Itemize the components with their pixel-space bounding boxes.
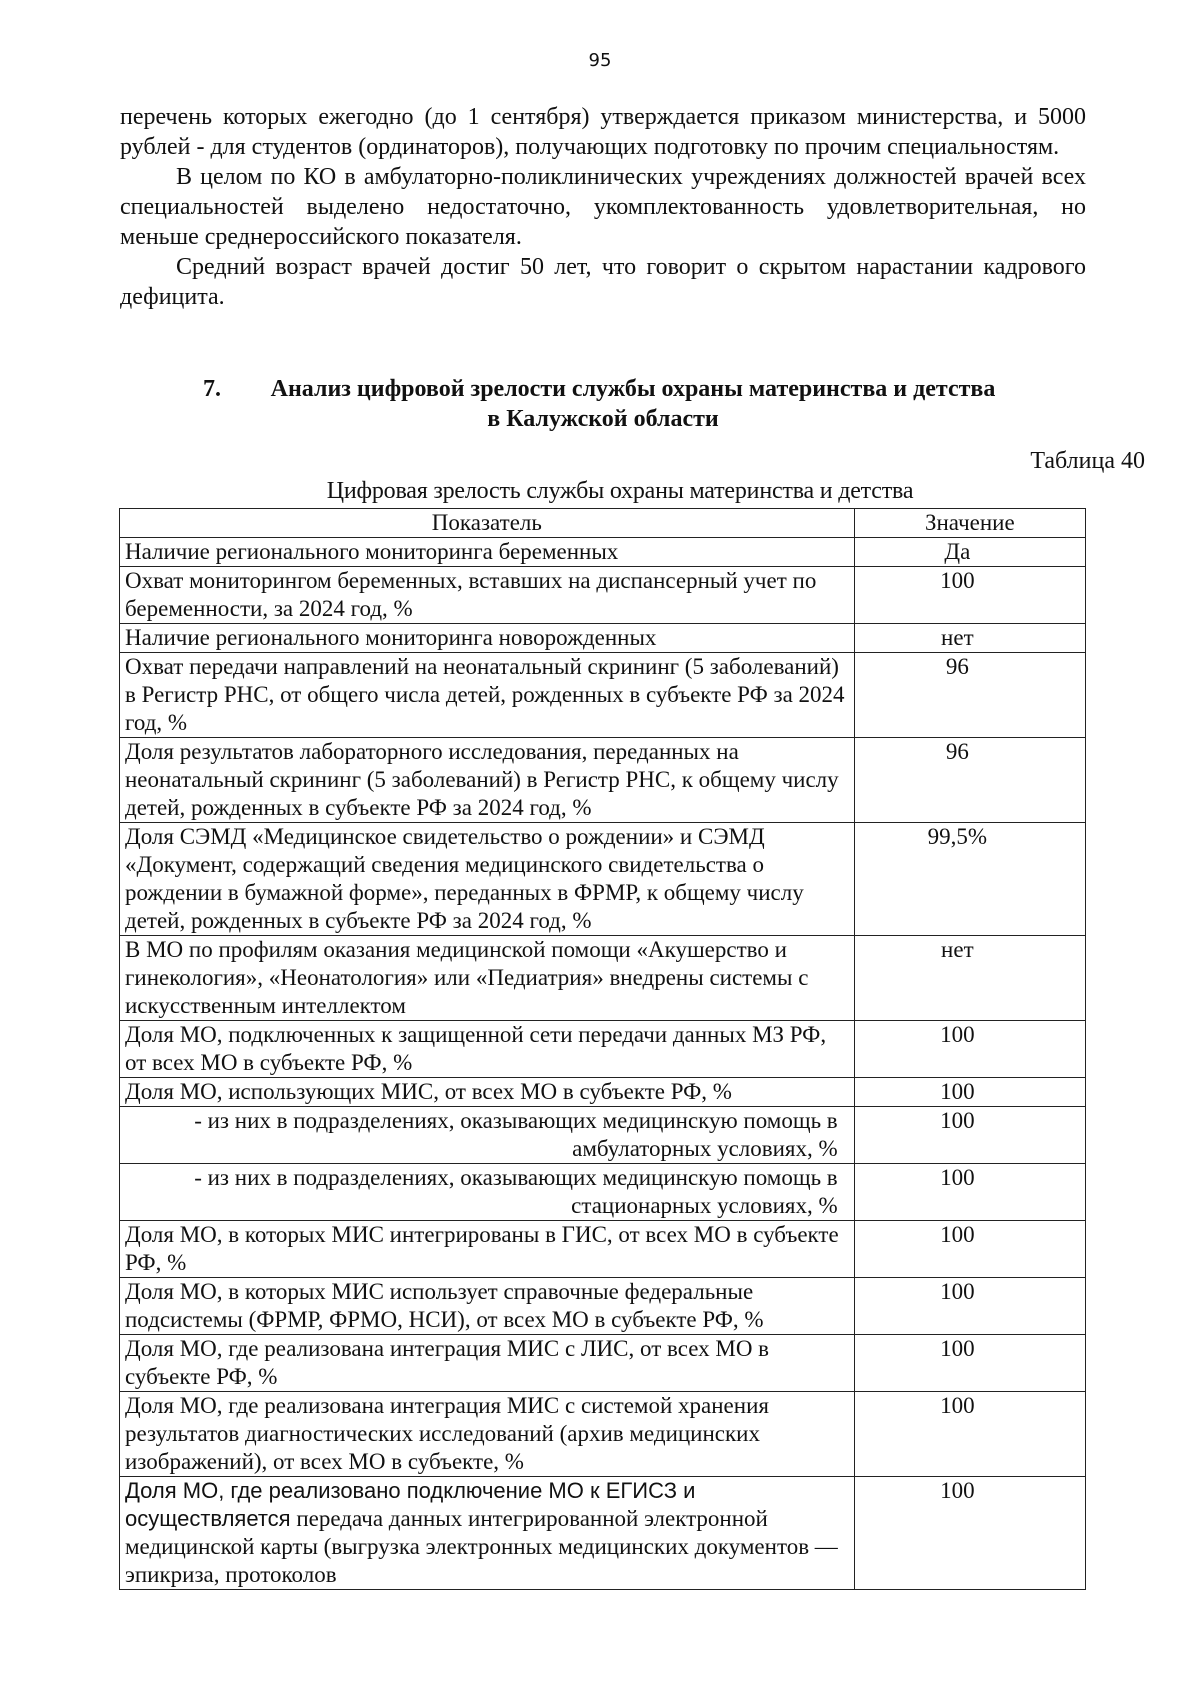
indicator-name: Доля МО, использующих МИС, от всех МО в субъекте РФ, % (120, 1078, 855, 1107)
table-label: Таблица 40 (1030, 448, 1145, 474)
indicator-value: 100 (854, 1164, 1085, 1221)
table-row (120, 1078, 1086, 1107)
table-row (120, 1221, 1086, 1278)
section-title-line: в Калужской области (487, 406, 719, 432)
table-row (120, 1107, 1086, 1164)
table-caption: Цифровая зрелость службы охраны материнства и детства (326, 478, 914, 504)
indicator-name: - из них в подразделениях, оказывающих медицинскую помощь в амбулаторных условиях, % (120, 1107, 855, 1164)
table-row (120, 1021, 1086, 1078)
table-row (120, 1278, 1086, 1335)
page-number: 95 (588, 50, 612, 71)
indicator-value: 96 (854, 653, 1085, 738)
table-row (120, 538, 1086, 567)
section-title-line: Анализ цифровой зрелости службы охраны материнства и детства (270, 376, 996, 402)
indicator-value: нет (854, 624, 1085, 653)
indicator-value: 100 (854, 1278, 1085, 1335)
table-row (120, 624, 1086, 653)
indicator-name: Доля МО, где реализована интеграция МИС с ЛИС, от всех МО в субъекте РФ, % (120, 1335, 855, 1392)
column-header: Показатель (120, 509, 855, 538)
table-row (120, 1392, 1086, 1477)
section-number: 7. (203, 376, 221, 402)
indicator-value: нет (854, 936, 1085, 1021)
indicator-name: Доля МО, где реализована интеграция МИС с системой хранения результатов диагностических исследований (архив медицинских изображений), от всех МО в субъекте, % (120, 1392, 855, 1477)
indicator-name: Доля результатов лабораторного исследования, переданных на неонатальный скрининг (5 заболеваний) в Регистр РНС, к общему числу детей, рожденных в субъекте РФ за 2024 год, % (120, 738, 855, 823)
indicator-name: В МО по профилям оказания медицинской помощи «Акушерство и гинекология», «Неонатология» или «Педиатрия» внедрены системы с искусственным интеллектом (120, 936, 855, 1021)
indicator-name: Охват передачи направлений на неонатальный скрининг (5 заболеваний) в Регистр РНС, от общего числа детей, рожденных в субъекте РФ за 2024 год, % (120, 653, 855, 738)
table-row (120, 1164, 1086, 1221)
table-row (120, 738, 1086, 823)
indicator-name (120, 1477, 855, 1590)
indicator-value: 100 (854, 1078, 1085, 1107)
table-row (120, 823, 1086, 936)
table-row (120, 936, 1086, 1021)
indicator-name: Доля МО, в которых МИС интегрированы в ГИС, от всех МО в субъекте РФ, % (120, 1221, 855, 1278)
indicator-name: Наличие регионального мониторинга беременных (120, 538, 855, 567)
table-row (120, 653, 1086, 738)
column-header: Значение (854, 509, 1085, 538)
indicator-name: Доля МО, в которых МИС использует справочные федеральные подсистемы (ФРМР, ФРМО, НСИ), от всех МО в субъекте РФ, % (120, 1278, 855, 1335)
indicator-value: 100 (854, 1392, 1085, 1477)
table-row (120, 567, 1086, 624)
table-header-row (120, 509, 1086, 538)
indicator-name: Охват мониторингом беременных, вставших на диспансерный учет по беременности, за 2024 год, % (120, 567, 855, 624)
indicator-value: 100 (854, 1335, 1085, 1392)
body-text (120, 102, 1086, 312)
paragraph: перечень которых ежегодно (до 1 сентября) утверждается приказом министерства, и 5000 рублей - для студентов (ординаторов), получающих подготовку по прочим специальностям. (120, 104, 1086, 160)
indicator-name-first-line: Доля МО, где реализовано подключение МО к ЕГИСЗ и осуществляется (125, 1478, 696, 1531)
indicator-value: 96 (854, 738, 1085, 823)
indicator-name-rest: передача данных интегрированной электронной медицинской карты (выгрузка электронных медицинских документов — эпикриза, протоколов (125, 1506, 838, 1587)
section-title (120, 374, 1086, 434)
indicator-value: 100 (854, 1021, 1085, 1078)
paragraph: Средний возраст врачей достиг 50 лет, что говорит о скрытом нарастании кадрового дефицита. (120, 254, 1086, 310)
indicator-name: Доля СЭМД «Медицинское свидетельство о рождении» и СЭМД «Документ, содержащий сведения медицинского свидетельства о рождении в бумажной форме», переданных в ФРМР, к общему числу детей, рожденных в субъекте РФ за 2024 год, % (120, 823, 855, 936)
paragraph: В целом по КО в амбулаторно-поликлинических учреждениях должностей врачей всех специальностей выделено недостаточно, укомплектованность удовлетворительная, но меньше среднероссийского показателя. (120, 164, 1086, 250)
indicator-table (119, 508, 1086, 1590)
indicator-name: Наличие регионального мониторинга новорожденных (120, 624, 855, 653)
indicator-value: 100 (854, 1221, 1085, 1278)
indicator-value: 100 (854, 567, 1085, 624)
indicator-name: - из них в подразделениях, оказывающих медицинскую помощь в стационарных условиях, % (120, 1164, 855, 1221)
indicator-value: 99,5% (854, 823, 1085, 936)
indicator-value: 100 (854, 1107, 1085, 1164)
table-row (120, 1477, 1086, 1590)
indicator-value: 100 (854, 1477, 1085, 1590)
indicator-name: Доля МО, подключенных к защищенной сети передачи данных МЗ РФ, от всех МО в субъекте РФ, % (120, 1021, 855, 1078)
indicator-value: Да (854, 538, 1085, 567)
table-row (120, 1335, 1086, 1392)
